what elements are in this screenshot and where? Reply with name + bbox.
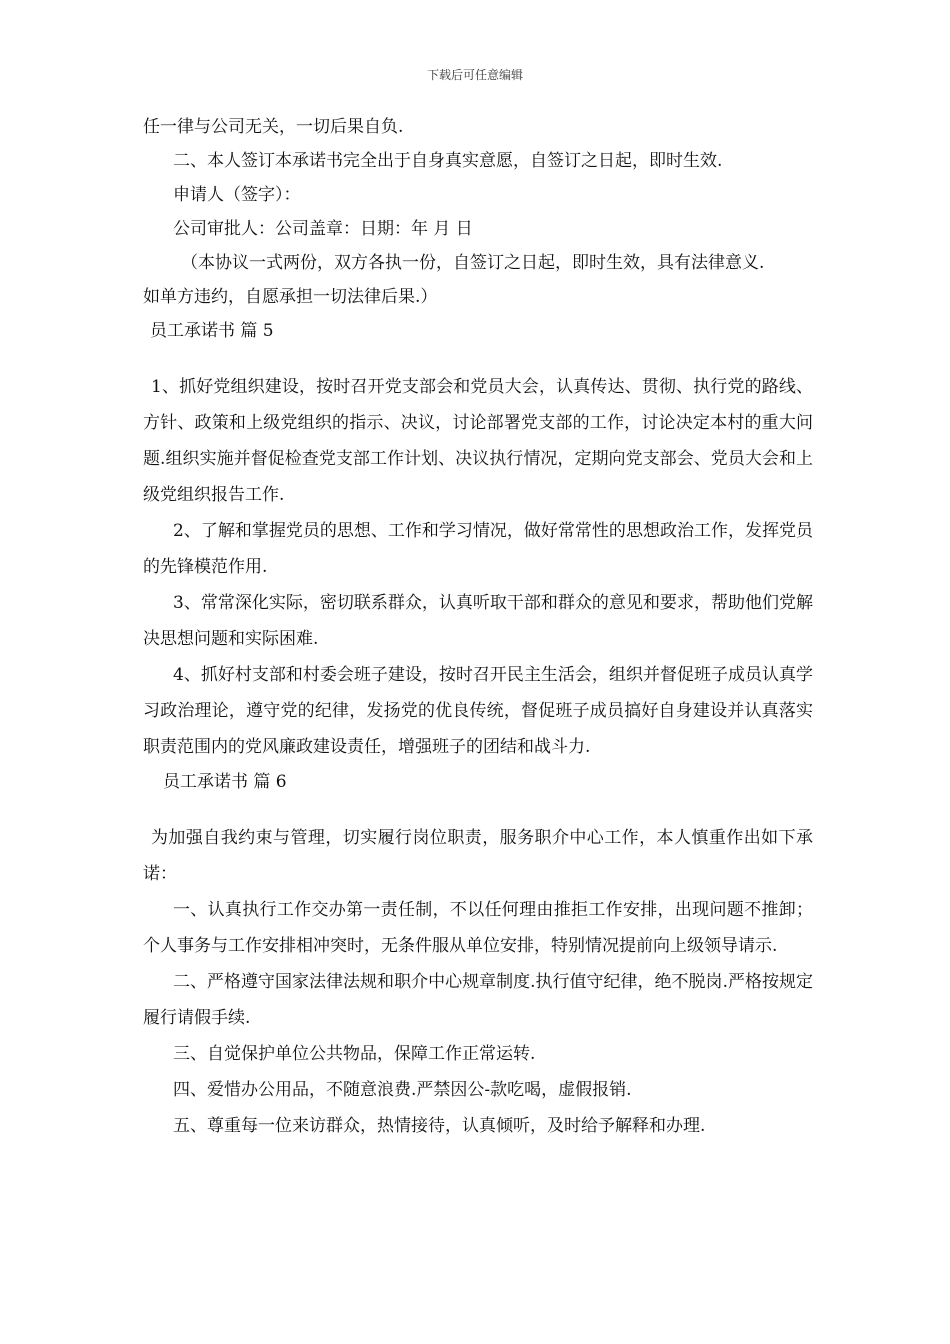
section-title: 员工承诺书 篇 6	[163, 772, 287, 792]
paragraph: 为加强自我约束与管理，切实履行岗位职责，服务职介中心工作，本人慎重作出如下承诺：	[143, 828, 813, 884]
section-title: 员工承诺书 篇 5	[150, 321, 274, 341]
text-line: （本协议一式两份，双方各执一份，自签订之日起，即时生效，具有法律意义.	[181, 253, 765, 273]
spacer	[143, 348, 813, 369]
paragraph: 一、认真执行工作交办第一责任制，不以任何理由推拒工作安排，出现问题不推卸；个人事务与工作安排相冲突时，无条件服从单位安排，特别情况提前向上级领导请示.	[143, 900, 813, 956]
paragraph: 二、严格遵守国家法律法规和职介中心规章制度.执行值守纪律，绝不脱岗.严格按规定履行请假手续.	[143, 972, 813, 1028]
page-header: 下载后可任意编辑	[426, 68, 523, 82]
text-line: 二、本人签订本承诺书完全出于自身真实意愿，自签订之日起，即时生效.	[173, 151, 723, 171]
paragraph: 3、常常深化实际，密切联系群众，认真听取干部和群众的意见和要求，帮助他们党解决思想问题和实际困难.	[143, 593, 813, 649]
paragraph: 三、自觉保护单位公共物品，保障工作正常运转.	[173, 1044, 536, 1064]
spacer	[143, 799, 813, 820]
paragraph: 4、抓好村支部和村委会班子建设，按时召开民主生活会，组织并督促班子成员认真学习政治理论，遵守党的纪律，发扬党的优良传统，督促班子成员搞好自身建设并认真落实职责范围内的党风廉政建设责任，增强班子的团结和战斗力.	[143, 665, 813, 757]
text-line: 公司审批人：公司盖章：日期：年 月 日	[173, 219, 473, 239]
text-line: 任一律与公司无关，一切后果自负.	[143, 117, 404, 137]
document-body	[143, 110, 813, 1144]
paragraph: 四、爱惜办公用品，不随意浪费.严禁因公-款吃喝，虚假报销.	[173, 1080, 632, 1100]
paragraph: 1、抓好党组织建设，按时召开党支部会和党员大会，认真传达、贯彻、执行党的路线、方针、政策和上级党组织的指示、决议，讨论部署党支部的工作，讨论决定本村的重大问题.组织实施并督促检查党支部工作计划、决议执行情况，定期向党支部会、党员大会和上级党组织报告工作.	[143, 377, 813, 505]
paragraph: 2、了解和掌握党员的思想、工作和学习情况，做好常常性的思想政治工作，发挥党员的先锋模范作用.	[143, 521, 813, 577]
text-line: 如单方违约，自愿承担一切法律后果.）	[143, 287, 438, 307]
text-line: 申请人（签字）：	[173, 185, 301, 205]
paragraph: 五、尊重每一位来访群众，热情接待，认真倾听，及时给予解释和办理.	[173, 1116, 706, 1136]
